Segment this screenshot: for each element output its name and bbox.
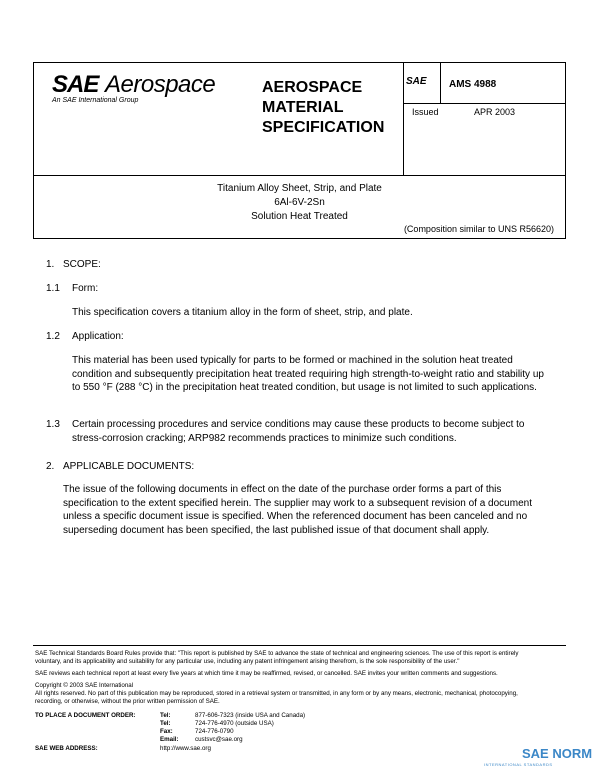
contact-value: 724-776-0790	[195, 728, 234, 735]
sae-norm-subtitle: INTERNATIONAL STANDARDS	[484, 762, 553, 767]
section-number: 2.	[46, 461, 55, 472]
footer-text: SAE Technical Standards Board Rules provide that: "This report is published by SAE to advance the state of technical and engineering sciences. The use of this report is entirely	[35, 650, 519, 657]
section-heading: Form:	[72, 283, 99, 294]
section-number: 1.	[46, 259, 55, 270]
footer-divider	[33, 645, 566, 646]
issued-label: Issued	[412, 107, 439, 117]
contact-value: 724-776-4970 (outside USA)	[195, 720, 274, 727]
contact-label: Tel:	[160, 712, 171, 719]
subject-line: Solution Heat Treated	[251, 211, 348, 222]
sae-logo: SAE	[52, 71, 99, 98]
header-divider	[440, 62, 441, 104]
title-line: SPECIFICATION	[262, 119, 385, 136]
document-number: AMS 4988	[449, 79, 497, 90]
paragraph: This material has been used typically for parts to be formed or machined in the solution heat treated condition and subsequently precipitation heat treated requiring high strength-to-weight ratio and stability up to 550 °F (288 °C) in the precipitation heat treated condition, but usage is not limited to such applications.	[72, 355, 544, 394]
contact-value[interactable]: custsvc@sae.org	[195, 736, 243, 743]
contact-label: Email:	[160, 736, 179, 743]
section-number: 1.1	[46, 283, 60, 294]
footer-text: voluntary, and its applicability and suitability for any particular use, including any patent infringement arising therefrom, is the sole responsibility of the user."	[35, 658, 460, 665]
section-number: 1.2	[46, 331, 60, 342]
logo-subtitle: An SAE International Group	[52, 97, 139, 104]
sae-norm-watermark: SAE NORM	[522, 746, 593, 761]
paragraph: This specification covers a titanium alloy in the form of sheet, strip, and plate.	[72, 307, 413, 318]
section-heading: SCOPE:	[63, 259, 101, 270]
paragraph: Certain processing procedures and service conditions may cause these products to become subject to stress-corrosion cracking; ARP982 recommends practices to minimize such conditions.	[72, 419, 525, 444]
section-heading: Application:	[72, 331, 124, 342]
section-number: 1.3	[46, 419, 60, 430]
web-link[interactable]: http://www.sae.org	[160, 745, 211, 752]
contact-value: 877-606-7323 (inside USA and Canada)	[195, 712, 306, 719]
document-title	[262, 78, 402, 138]
header-divider	[403, 62, 404, 176]
footer-text: SAE reviews each technical report at least every five years at which time it may be reaffirmed, revised, or cancelled. SAE invites your written comments and suggestions.	[35, 670, 498, 677]
composition-note: (Composition similar to UNS R56620)	[403, 224, 554, 234]
subject-line: Titanium Alloy Sheet, Strip, and Plate	[217, 183, 382, 194]
footer-text: All rights reserved. No part of this publication may be reproduced, stored in a retrieval system or transmitted, in any form or by any means, electronic, mechanical, photocopying,	[35, 690, 518, 697]
subject-line: 6Al-6V-2Sn	[274, 197, 325, 208]
web-label: SAE WEB ADDRESS:	[35, 745, 98, 752]
issued-date: APR 2003	[474, 107, 516, 117]
footer-text: Copyright © 2003 SAE International	[35, 682, 134, 689]
footer-text: recording, or otherwise, without the prior written permission of SAE.	[35, 698, 220, 705]
sae-mini-logo: SAE	[406, 76, 427, 87]
section-heading: APPLICABLE DOCUMENTS:	[63, 461, 195, 472]
paragraph: The issue of the following documents in effect on the date of the purchase order forms a part of this specification to the extent specified herein. The supplier may work to a subsequent revision of a document unless a specific document issue is specified. When the referenced document has been canceled and no superseding document has been specified, the last published issue of that document shall apply.	[63, 484, 532, 536]
header-divider	[403, 103, 566, 104]
contact-label: Tel:	[160, 720, 171, 727]
title-line: MATERIAL	[262, 99, 344, 116]
contact-label: Fax:	[160, 728, 173, 735]
title-line: AEROSPACE	[262, 79, 363, 96]
aerospace-logo-text: Aerospace	[105, 71, 216, 98]
order-label: TO PLACE A DOCUMENT ORDER:	[35, 712, 136, 719]
